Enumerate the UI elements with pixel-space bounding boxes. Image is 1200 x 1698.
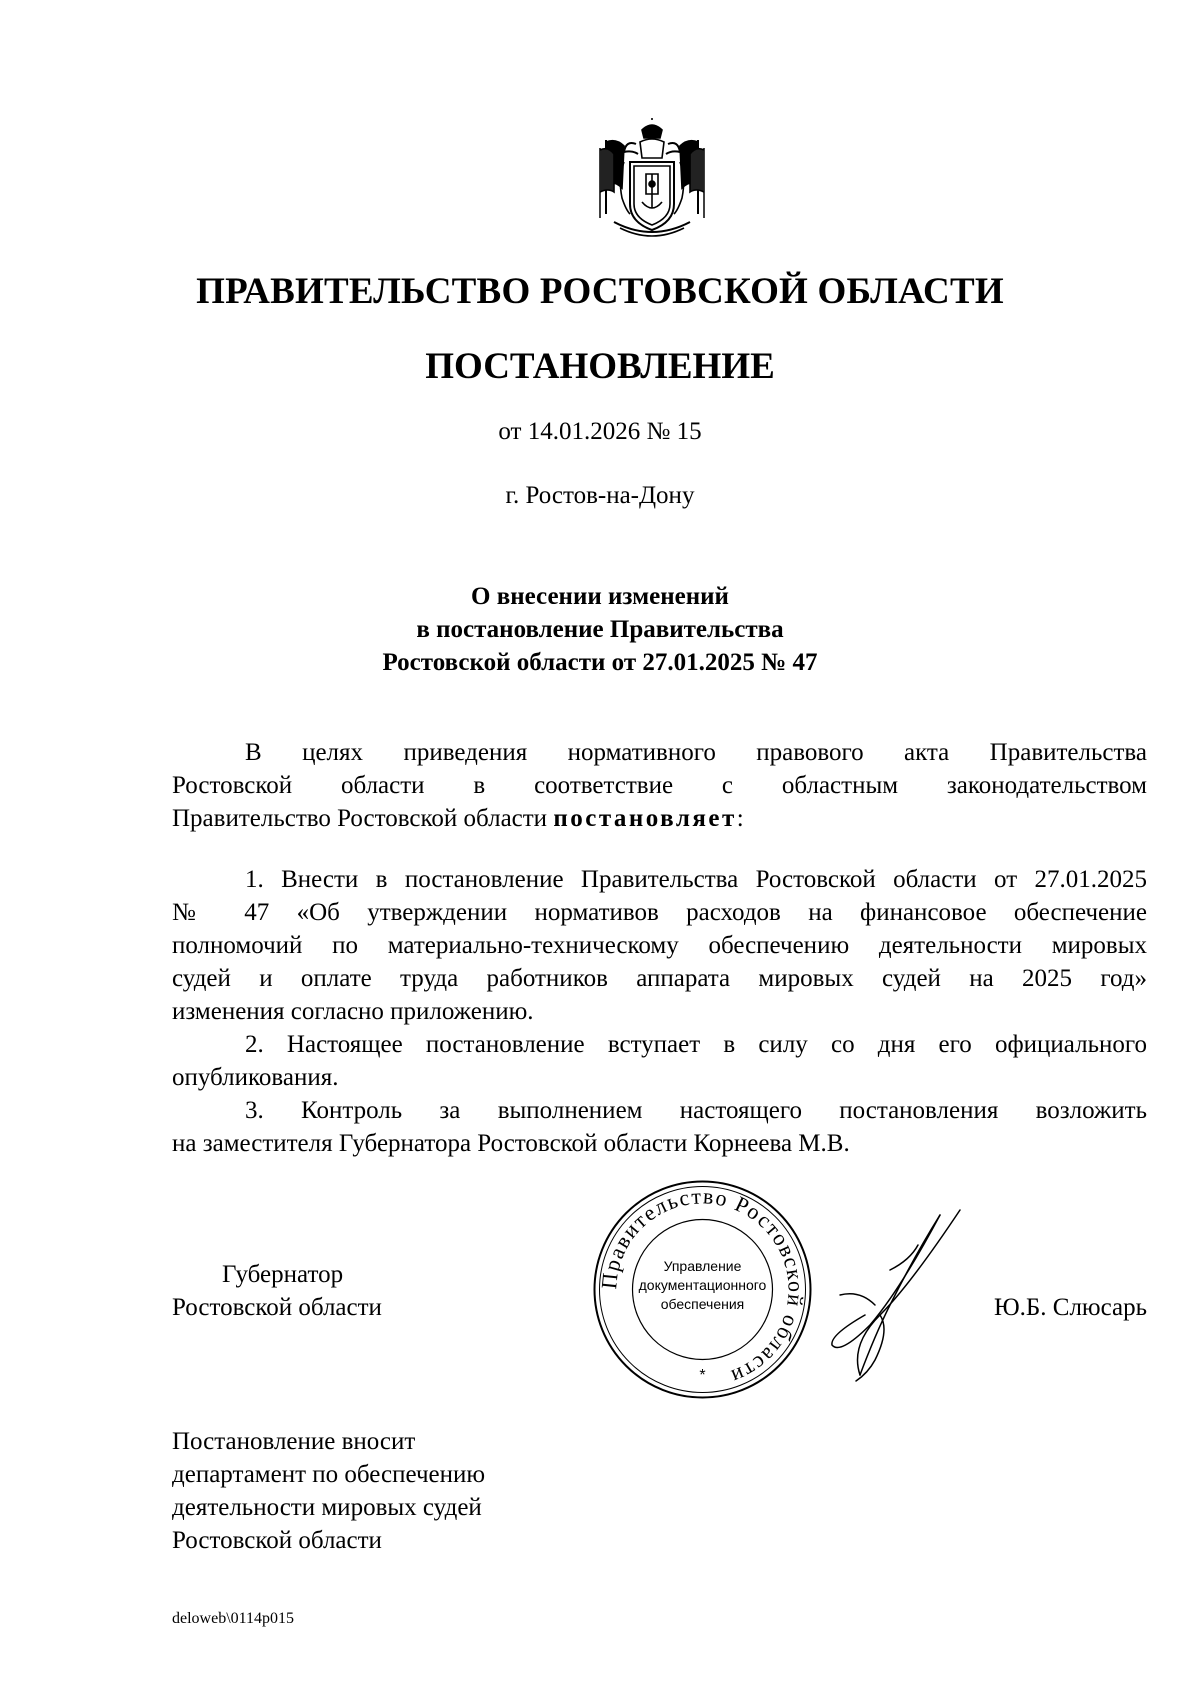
- preamble-colon: :: [736, 805, 744, 832]
- organization-title: ПРАВИТЕЛЬСТВО РОСТОВСКОЙ ОБЛАСТИ: [196, 271, 1004, 312]
- document-subject: [0, 580, 1200, 679]
- item-line: опубликования.: [172, 1064, 339, 1091]
- item-line: полномочий по материально-техническому обеспечению деятельности мировых: [172, 932, 1147, 959]
- subject-line: в постановление Правительства: [416, 616, 784, 643]
- preamble-text: Правительство Ростовской области: [172, 805, 554, 832]
- item-line: 2. Настоящее постановление вступает в силу со дня его официального: [245, 1031, 1147, 1058]
- submitter-line: департамент по обеспечению: [172, 1461, 486, 1488]
- stamp-ring-text: Правительство Ростовской области: [596, 1183, 809, 1391]
- item-line: 1. Внести в постановление Правительства Ростовской области от 27.01.2025: [245, 866, 1147, 893]
- stamp-star: *: [699, 1367, 706, 1384]
- preamble-line: В целях приведения нормативного правового акта Правительства: [245, 739, 1147, 766]
- item-line: 3. Контроль за выполнением настоящего постановления возложить: [245, 1097, 1147, 1124]
- stamp-inner-line: Управление: [663, 1258, 742, 1274]
- item-line: № 47 «Об утверждении нормативов расходов на финансовое обеспечение: [172, 899, 1147, 926]
- stamp-inner-line: документационного: [638, 1277, 767, 1293]
- submitter-note: [172, 1425, 485, 1557]
- subject-line: Ростовской области от 27.01.2025 № 47: [382, 649, 818, 676]
- submitter-line: деятельности мировых судей: [172, 1494, 482, 1521]
- handwritten-signature-icon: [820, 1195, 970, 1385]
- signatory-title-line: Ростовской области: [172, 1294, 382, 1321]
- resolution-item-3: [172, 1094, 1147, 1160]
- signatory-title: [172, 1258, 382, 1324]
- preamble: [172, 736, 1147, 835]
- signatory-title-line: Губернатор: [222, 1261, 344, 1288]
- preamble-line: [172, 802, 1147, 835]
- resolution-keyword: постановляет: [553, 805, 737, 832]
- preamble-line: Ростовской области в соответствие с областным законодательством: [172, 772, 1147, 799]
- submitter-line: Ростовской области: [172, 1527, 382, 1554]
- document-date-number: от 14.01.2026 № 15: [498, 418, 702, 445]
- document-city: г. Ростов-на-Дону: [505, 482, 695, 509]
- official-stamp: [590, 1177, 815, 1402]
- resolution-item-2: [172, 1028, 1147, 1094]
- document-type: ПОСТАНОВЛЕНИЕ: [425, 346, 775, 387]
- resolution-item-1: [172, 863, 1147, 1028]
- document-code: deloweb\0114p015: [172, 1610, 295, 1627]
- item-line: судей и оплате труда работников аппарата мировых судей на 2025 год»: [172, 965, 1147, 992]
- subject-line: О внесении изменений: [471, 583, 729, 610]
- item-line: изменения согласно приложению.: [172, 998, 534, 1025]
- coat-of-arms-icon: [596, 118, 708, 238]
- submitter-line: Постановление вносит: [172, 1428, 416, 1455]
- signatory-name: Ю.Б. Слюсарь: [993, 1294, 1147, 1321]
- stamp-inner-line: обеспечения: [660, 1296, 745, 1312]
- item-line: на заместителя Губернатора Ростовской области Корнеева М.В.: [172, 1130, 850, 1157]
